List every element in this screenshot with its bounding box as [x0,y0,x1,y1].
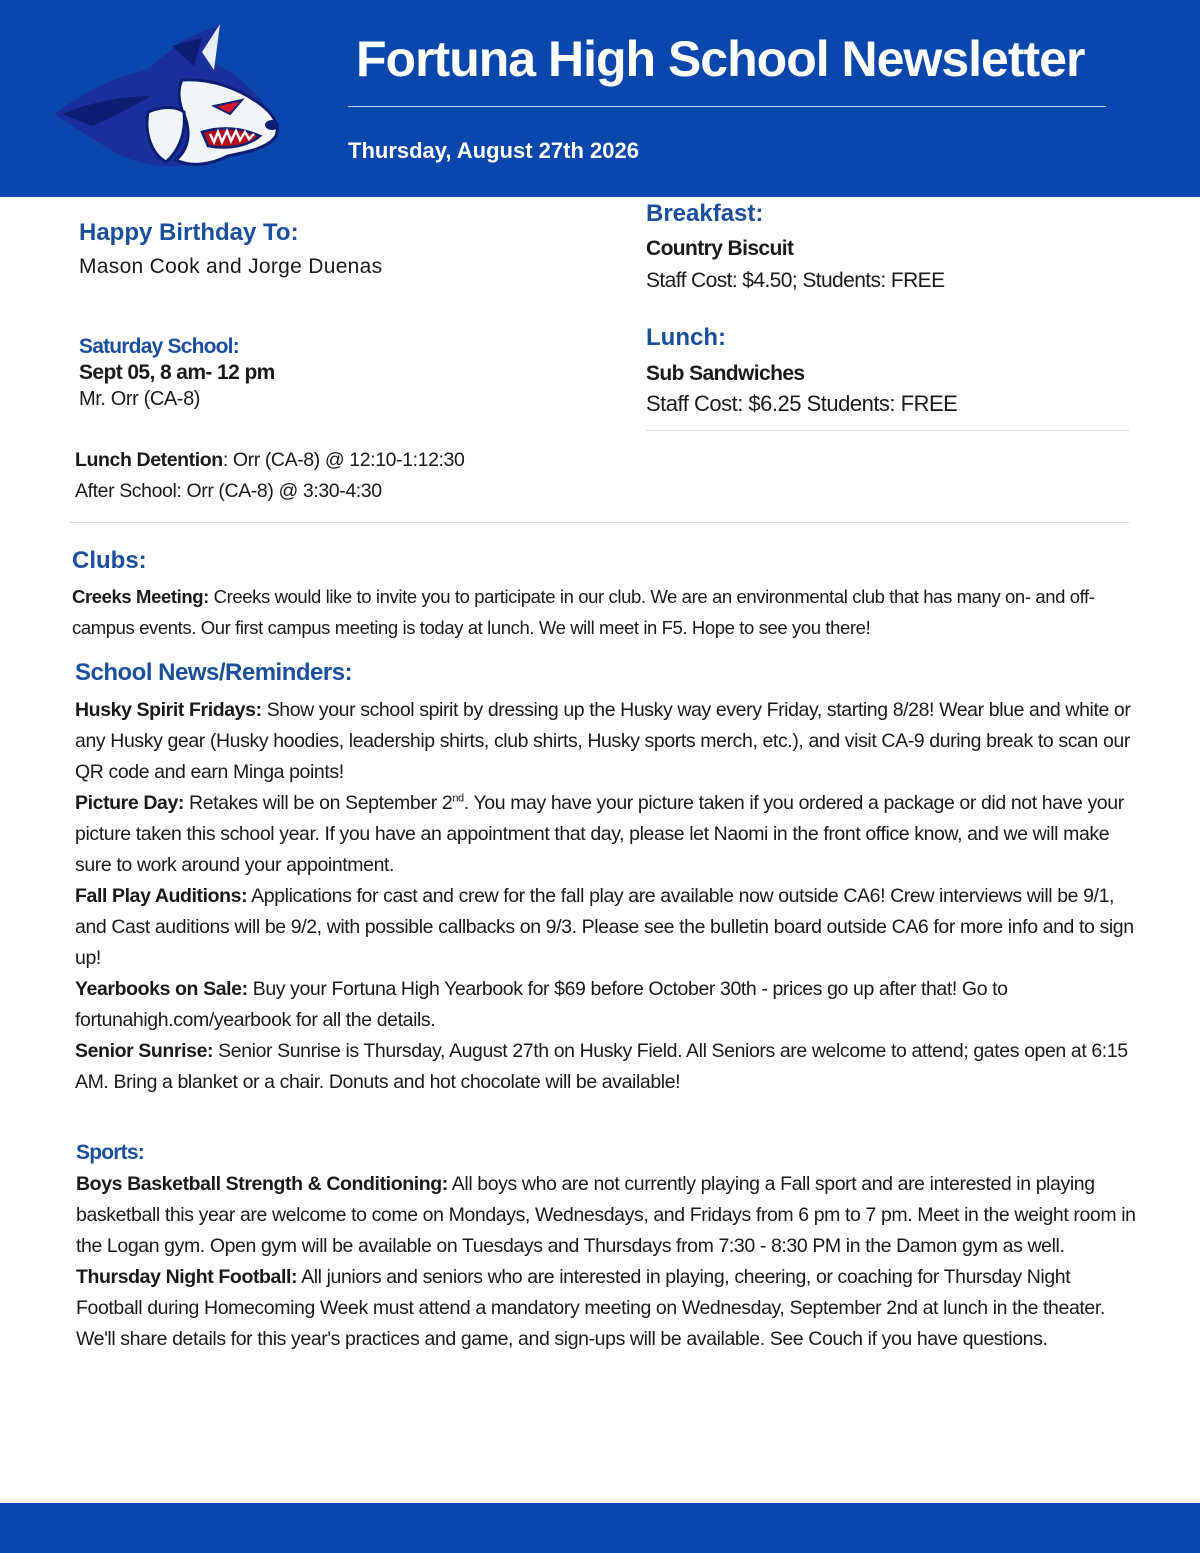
sports-list [76,1169,1140,1355]
saturday-school-heading: Saturday School: [79,335,239,358]
news-item-sup: nd [452,792,464,805]
clubs-heading: Clubs: [72,547,147,574]
news-item-text: Show your school spirit by dressing up the Husky way every Friday, starting 8/28! Wear blue and white or any Husky gear (Husky hoodies, leadership shirts, club shirts, Husky sports merch, etc.), and visit CA-9 during break to scan our QR code and earn Minga points! [75,699,1131,783]
news-item-text: . You may have your picture taken if you ordered a package or did not have your picture taken this school year. If you have an appointment that day, please let Naomi in the front office know, and we will make sure to work around your appointment. [75,792,1124,876]
husky-mascot-icon [52,22,282,172]
lunch-detention-text: : Orr (CA-8) @ 12:10-1:12:30 [222,449,465,471]
news-item-label: Fall Play Auditions: [75,885,248,907]
breakfast-item: Country Biscuit [646,237,794,260]
sports-item-text: All juniors and seniors who are interested in playing, cheering, or coaching for Thursday Night Football during Homecoming Week must attend a mandatory meeting on Wednesday, September 2nd at lunch in the theater. We'll share details for this year's practices and game, and sign-ups will be available. See Couch if you have questions. [76,1266,1105,1350]
lunch-item: Sub Sandwiches [646,362,805,385]
sports-heading: Sports: [76,1141,144,1164]
news-item-text: Applications for cast and crew for the fall play are available now outside CA6! Crew interviews will be 9/1, and Cast auditions will be 9/2, with possible callbacks on 9/3. Please see the bulletin board outside CA6 for more info and to sign up! [75,885,1134,969]
saturday-school-where: Mr. Orr (CA-8) [79,388,201,410]
sports-item [76,1169,1140,1262]
saturday-school-when: Sept 05, 8 am- 12 pm [79,361,275,384]
news-item [75,974,1140,1036]
section-divider [70,522,1129,523]
newsletter-date: Thursday, August 27th 2026 [348,138,639,163]
news-item-label: Husky Spirit Fridays: [75,699,262,721]
club-item [72,581,1132,643]
news-heading: School News/Reminders: [75,659,353,686]
after-school-detention: After School: Orr (CA-8) @ 3:30-4:30 [75,480,382,502]
news-item-label: Senior Sunrise: [75,1040,214,1062]
sports-item-label: Thursday Night Football: [76,1266,298,1288]
news-item [75,1036,1140,1098]
header-divider [348,106,1106,107]
news-item [75,881,1140,974]
newsletter-title: Fortuna High School Newsletter [356,31,1085,87]
newsletter-header [0,0,1200,197]
club-item-label: Creeks Meeting: [72,586,209,607]
news-item [75,695,1140,788]
news-item [75,788,1140,881]
news-item-text: Buy your Fortuna High Yearbook for $69 before October 30th - prices go up after that! Go to fortunahigh.com/yearbook for all the details. [75,978,1008,1031]
birthday-heading: Happy Birthday To: [79,219,299,246]
lunch-heading: Lunch: [646,324,726,351]
news-item-label: Yearbooks on Sale: [75,978,248,1000]
club-item-text: Creeks would like to invite you to participate in our club. We are an environmental club that has many on- and off-campus events. Our first campus meeting is today at lunch. We will meet in F5. Hope to see you there! [72,586,1095,638]
newsletter-footer [0,1503,1200,1553]
sports-item [76,1262,1140,1355]
birthday-names: Mason Cook and Jorge Duenas [79,255,383,278]
breakfast-cost: Staff Cost: $4.50; Students: FREE [646,269,945,292]
sports-item-text: All boys who are not currently playing a Fall sport and are interested in playing basketball this year are welcome to come on Mondays, Wednesdays, and Fridays from 6 pm to 7 pm. Meet in the weight room in the Logan gym. Open gym will be available on Tuesdays and Thursdays from 7:30 - 8:30 PM in the Damon gym as well. [76,1173,1136,1257]
lunch-detention-label: Lunch Detention [75,449,223,471]
sports-item-label: Boys Basketball Strength & Conditioning: [76,1173,448,1195]
breakfast-heading: Breakfast: [646,200,764,227]
news-item-label: Picture Day: [75,792,184,814]
clubs-list [72,581,1132,643]
news-item-text-before: Retakes will be on September 2 [184,792,453,814]
news-list [75,695,1140,1098]
lunch-detention [75,445,464,476]
lunch-cost: Staff Cost: $6.25 Students: FREE [646,391,958,416]
news-item-text: Senior Sunrise is Thursday, August 27th on Husky Field. All Seniors are welcome to attend; gates open at 6:15 AM. Bring a blanket or a chair. Donuts and hot chocolate will be available! [75,1040,1128,1093]
menu-divider [645,430,1129,431]
